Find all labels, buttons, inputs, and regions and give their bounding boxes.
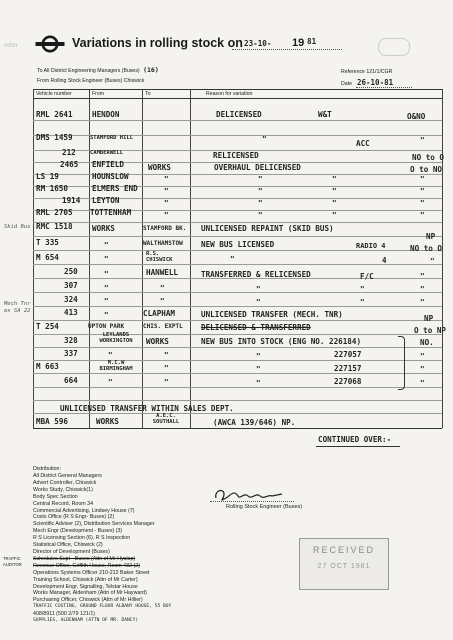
cell-vehicle: 337 — [64, 349, 78, 358]
distribution-item: Purchasing Officer, Chiswick (Attn of Mr Hillier) — [33, 597, 143, 604]
cell-from: WORKS — [92, 224, 115, 233]
cell-vehicle: LS 19 — [36, 172, 59, 181]
col-header-reason: Reason for variation — [206, 91, 253, 97]
cell-reason: " — [258, 211, 263, 220]
distribution-item: Statistical Office, Chiswick (2) — [33, 542, 103, 549]
cell-to: STAMFORD BK. — [143, 225, 187, 232]
cell-extra: RADIO 4 — [356, 242, 386, 250]
cell-reason: " — [256, 365, 261, 374]
margin-note: AUDITOR — [3, 562, 22, 567]
cell-code: " — [420, 298, 425, 307]
distribution-item: Schedules Supt - Buses (Attn of Mr Hyslop) — [33, 555, 136, 562]
cell-reason: " — [256, 298, 261, 307]
cell-to: CHIS. EXPTL — [143, 323, 183, 330]
cell-code: " — [420, 175, 425, 184]
special-from: WORKS — [96, 417, 119, 426]
special-reason: (AWCA 139/646) NP. — [213, 418, 296, 427]
distribution-item: R S Licensing Section (6), R S Inspection — [33, 535, 131, 542]
eng-no-bracket — [398, 336, 405, 390]
cell-vehicle: T 335 — [36, 238, 59, 247]
cell-vehicle: RMC 1518 — [36, 222, 73, 231]
continued-underline — [316, 446, 400, 447]
cell-code: " — [430, 257, 435, 266]
distribution-item: Costs Office (R S Engr- Buses) (2) — [33, 514, 115, 521]
cell-reason: " — [258, 187, 263, 196]
cell-vehicle: 328 — [64, 336, 78, 345]
cell-vehicle: 212 — [62, 148, 76, 157]
cell-vehicle: RML 2705 — [36, 208, 73, 217]
cell-reason: " — [230, 255, 235, 264]
roundel-logo — [35, 35, 65, 53]
cell-vehicle: DMS 1459 — [36, 133, 73, 142]
cell-from: CAMBERWELL — [90, 150, 124, 156]
cell-from: ELMERS END — [92, 184, 138, 193]
continued-over: CONTINUED OVER:- — [318, 435, 392, 444]
cell-to: WALTHAMSTOW — [143, 240, 183, 247]
cell-to: " — [164, 364, 169, 373]
cell-from: HENDON — [92, 110, 120, 119]
date-value: 26-10-81 — [357, 78, 394, 87]
cell-from: LEYLANDS WORKINGTON — [99, 332, 133, 344]
cell-vehicle: 413 — [64, 308, 78, 317]
special-line: UNLICENSED TRANSFER WITHIN SALES DEPT. — [60, 404, 234, 413]
received-stamp — [299, 538, 389, 590]
cell-code: " — [420, 365, 425, 374]
cell-reason: " — [256, 352, 261, 361]
to-line-text: To All District Engineering Managers (Buses) — [37, 68, 140, 74]
distribution-item: TRAFFIC COSTING, GROUND FLOOR ALBANY HOUSE, 55 BOY — [33, 604, 172, 610]
cell-code: NP — [424, 314, 434, 323]
cell-extra: ACC — [356, 139, 370, 148]
distribution-item: All District General Managers — [33, 473, 102, 479]
cell-code: NO to O — [412, 153, 445, 162]
cell-code: NO to O — [410, 244, 443, 253]
cell-reason: " — [258, 199, 263, 208]
date-dotted-rule — [356, 87, 412, 88]
cell-code: " — [420, 272, 425, 281]
cell-code: " — [420, 136, 425, 145]
cell-to: CLAPHAM — [143, 309, 176, 318]
cell-code: " — [420, 379, 425, 388]
stamp-line1: RECEIVED — [312, 545, 375, 555]
col-header-vehicle: Vehicle number — [36, 91, 72, 97]
special-vehicle: MBA 596 — [36, 417, 69, 426]
reference: Reference 121/1/CGR — [341, 69, 393, 75]
cell-code: " — [420, 352, 425, 361]
cell-reason: TRANSFERRED & RELICENSED — [201, 270, 311, 279]
distribution-item: Mech Engr (Development - Buses) (3) — [33, 528, 123, 535]
cell-reason: " — [256, 285, 261, 294]
cell-from: " — [104, 241, 109, 250]
cell-vehicle: M 663 — [36, 362, 59, 371]
cell-to: " — [164, 351, 169, 360]
special-to: A.E.C. SOUTHALL — [152, 413, 180, 425]
distribution-item: Training School, Chiswick (Attn of Mr Carter) — [33, 576, 138, 583]
page-title: Variations in rolling stock on — [72, 36, 243, 50]
cell-from: M.C.W BIRMINGHAM — [99, 360, 133, 372]
cell-extra: " — [332, 187, 337, 196]
distribution-item: Revenue Office, Griffith House, Room 432 (2) — [33, 562, 140, 569]
cell-vehicle: M 654 — [36, 253, 59, 262]
cell-vehicle: RML 2641 — [36, 110, 73, 119]
cell-reason: " — [256, 379, 261, 388]
distribution-item: Body Spec Section — [33, 493, 78, 500]
cell-extra: W&T — [318, 110, 332, 119]
cell-to: WORKS — [146, 337, 169, 346]
title-dotted-rule — [232, 49, 342, 50]
cell-from: LEYTON — [92, 196, 120, 205]
cell-reason: " — [262, 135, 267, 144]
cell-vehicle: 307 — [64, 281, 78, 290]
cell-extra: 227057 — [334, 350, 362, 359]
title-year: 81 — [307, 37, 317, 46]
cell-extra: " — [332, 175, 337, 184]
distribution-item: 408/8911 (500 2/79 121/1) — [33, 611, 96, 618]
cell-to: R.S. CHISWICK — [146, 251, 173, 263]
margin-note: ex SA 22 — [4, 308, 31, 314]
distribution-item: Commercial Advertising, Lindsey House (7) — [33, 507, 135, 514]
to-line — [37, 67, 159, 74]
distribution-item: Central Record, Room 34 — [33, 500, 94, 507]
distribution-item: Development Engr, Signalling, Telstar House — [33, 583, 138, 590]
distribution-list — [33, 473, 171, 625]
cell-from: STAMFORD HILL — [90, 135, 134, 141]
margin-note: TRAFFIC — [3, 556, 21, 561]
cell-extra: " — [360, 285, 365, 294]
col-header-from: From — [92, 91, 105, 97]
cell-reason: DELICENSED & TRANSFERRED — [201, 323, 311, 332]
cell-code: O to NO — [410, 165, 443, 174]
distribution-item: SUPPLIES, ALDENHAM (ATTN OF MR. DANCY) — [33, 618, 139, 624]
cell-vehicle: 664 — [64, 376, 78, 385]
cell-to: " — [160, 297, 165, 306]
date-label: Date — [341, 81, 352, 87]
cell-to: " — [164, 199, 169, 208]
corner-stamp-ghost — [378, 38, 410, 56]
distribution-item: Advert Controller, Chiswick — [33, 479, 97, 486]
cell-extra: 4 — [382, 256, 387, 265]
distribution-title: Distribution: — [33, 466, 61, 472]
cell-reason: " — [258, 175, 263, 184]
cell-code: " — [420, 199, 425, 208]
cell-extra: " — [332, 199, 337, 208]
cell-code: NO. — [420, 338, 434, 347]
cell-vehicle: 2465 — [60, 160, 79, 169]
cell-vehicle: 1914 — [62, 196, 81, 205]
cell-from: " — [104, 297, 109, 306]
cell-vehicle: 250 — [64, 267, 78, 276]
cell-code: " — [420, 211, 425, 220]
cell-extra: " — [360, 298, 365, 307]
cell-extra: " — [332, 211, 337, 220]
margin-note: Skid Bus — [4, 224, 31, 230]
distribution-item: Operations Systems Officer 210-212 Baker Street — [33, 569, 150, 576]
cell-reason: OVERHAUL DELICENSED — [214, 163, 301, 172]
cell-from: " — [108, 378, 113, 387]
cell-extra: 227068 — [334, 377, 362, 386]
stamp-line2: 27 OCT 1981 — [317, 563, 371, 570]
from-line: From Rolling Stock Engineer (Buses) Chiswick — [37, 78, 145, 84]
signature-rule — [210, 501, 294, 502]
cell-to: WORKS — [148, 163, 171, 172]
cell-from: " — [104, 255, 109, 264]
cell-from: ENFIELD — [92, 160, 125, 169]
cell-reason: UNLICENSED REPAINT (SKID BUS) — [201, 224, 334, 233]
to-line-count: (16) — [143, 66, 159, 74]
cell-reason: UNLICENSED TRANSFER (MECH. TNR) — [201, 310, 343, 319]
cell-to: " — [164, 175, 169, 184]
cell-code: O to NP — [414, 326, 447, 335]
cell-to: " — [164, 187, 169, 196]
cell-from: TOTTENHAM — [90, 208, 132, 217]
cell-code: NP — [426, 232, 436, 241]
cell-to: HANWELL — [146, 268, 179, 277]
margin-note: Mech Tnr — [4, 301, 31, 307]
title-year-prefix: 19 — [292, 37, 305, 49]
cell-reason: NEW BUS LICENSED — [201, 240, 275, 249]
cell-from: UPTON PARK — [88, 323, 125, 330]
cell-from: HOUNSLOW — [92, 172, 129, 181]
cell-to: " — [160, 284, 165, 293]
cell-reason: DELICENSED — [216, 110, 262, 119]
cell-extra: 227157 — [334, 364, 362, 373]
title-date: 23-10- — [244, 39, 272, 48]
cell-vehicle: RM 1650 — [36, 184, 69, 193]
cell-from: " — [104, 311, 109, 320]
cell-from: " — [104, 270, 109, 279]
cell-vehicle: 324 — [64, 295, 78, 304]
signature-role: Rolling Stock Engineer (Buses) — [226, 504, 303, 510]
col-header-to: To — [145, 91, 151, 97]
cell-vehicle: T 254 — [36, 322, 59, 331]
distribution-item: Works Study, Chiswick(1) — [33, 486, 93, 493]
cell-extra: F/C — [360, 272, 374, 281]
distribution-item: Director of Development (Buses) — [33, 548, 110, 555]
cell-code: " — [420, 187, 425, 196]
cell-to: " — [164, 378, 169, 387]
left-margin-marks: ndon — [4, 43, 18, 49]
cell-code: O&NO — [407, 112, 426, 121]
cell-code: " — [420, 285, 425, 294]
cell-from: " — [104, 284, 109, 293]
distribution-item: Works Manager, Aldenham (Attn of Mr Hayward) — [33, 590, 147, 597]
distribution-item: Scientific Adviser (2), Distribution Services Manager — [33, 521, 155, 528]
cell-from: " — [108, 351, 113, 360]
cell-reason: RELICENSED — [213, 151, 259, 160]
cell-reason: NEW BUS INTO STOCK (ENG NO. 226184) — [201, 337, 362, 346]
cell-to: " — [164, 211, 169, 220]
